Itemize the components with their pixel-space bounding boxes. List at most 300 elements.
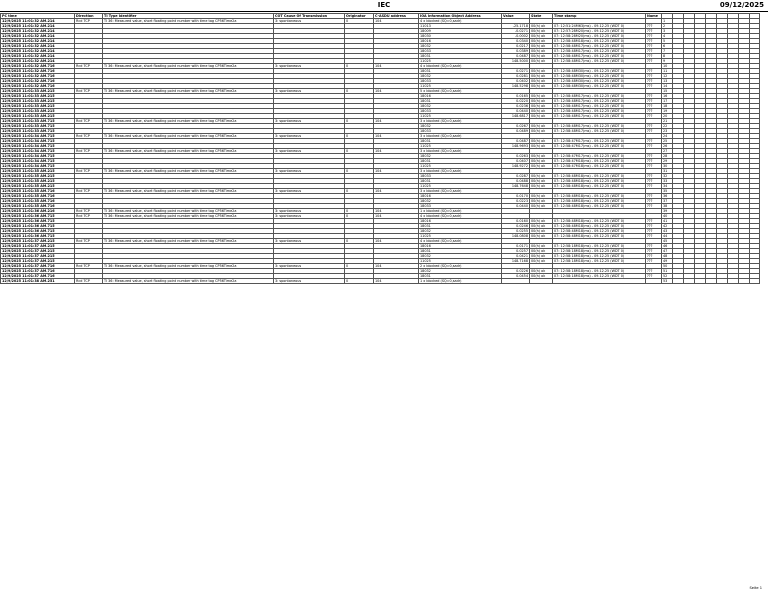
cell-pc-time: 12/9/2025 11:01:35 AM.215	[1, 174, 75, 179]
cell-time-stamp: 07: 12:58:18M18(ms) - 09.12.25 (WDT 0)	[553, 269, 646, 274]
cell-value: 0.0421	[502, 254, 530, 259]
cell-type-identifier: TI 36: Measured value, short floating point number with time tag CP56Time2a	[103, 214, 274, 219]
cell-name: ???	[646, 164, 662, 169]
cell-originator: 0	[345, 169, 374, 174]
cell-pc-time: 12/9/2025 11:01:33 AM.215	[1, 99, 75, 104]
cell-pc-time: 12/9/2025 11:01:33 AM.715	[1, 129, 75, 134]
cell-name: ???	[646, 104, 662, 109]
cell-row-number: 32	[662, 174, 673, 179]
cell-pc-time: 12/9/2025 11:01:36 AM.715	[1, 214, 75, 219]
cell-value: 148.9272	[502, 164, 530, 169]
cell-state: 00(h) ok	[530, 74, 553, 79]
cell-cot: 3: spontaneous	[274, 239, 345, 244]
cell-ioa: 11025	[419, 114, 502, 119]
cell-time-stamp: 07: 12:58:48M17(ms) - 09.12.25 (WDT 0)	[553, 99, 646, 104]
cell-row-number: 22	[662, 124, 673, 129]
cell-time-stamp: 07: 12:58:47M17(ms) - 09.12.25 (WDT 0)	[553, 144, 646, 149]
cell-ioa: 18031	[419, 69, 502, 74]
cell-state: 00(h) ok	[530, 174, 553, 179]
cell-type-identifier: TI 36: Measured value, short floating point number with time tag CP56Time2a	[103, 64, 274, 69]
cell-time-stamp: 07: 12:58:48M18(ms) - 09.12.25 (WDT 0)	[553, 229, 646, 234]
cell-name: ???	[646, 124, 662, 129]
cell-type-identifier: TI 36: Measured value, short floating point number with time tag CP56Time2a	[103, 19, 274, 24]
cell-name: ???	[646, 74, 662, 79]
cell-row-number: 8	[662, 54, 673, 59]
cell-time-stamp: 07: 12:58:48M17(ms) - 09.12.25 (WDT 0)	[553, 54, 646, 59]
cell-pc-time: 12/9/2025 11:01:34 AM.715	[1, 139, 75, 144]
cell-state: 00(h) ok	[530, 224, 553, 229]
cell-pc-time: 12/9/2025 11:01:32 AM.716	[1, 74, 75, 79]
cell-pc-time: 12/9/2025 11:01:33 AM.215	[1, 104, 75, 109]
cell-row-number: 46	[662, 244, 673, 249]
cell-originator: 0	[345, 214, 374, 219]
table-row	[1, 279, 760, 284]
cell-name: ???	[646, 79, 662, 84]
cell-value: 0.0340	[502, 39, 530, 44]
cell-state: 00(h) ok	[530, 39, 553, 44]
cell-time-stamp: 07: 12:58:48M18(ms) - 09.12.25 (WDT 0)	[553, 184, 646, 189]
cell-pc-time: 12/9/2025 11:01:35 AM.716	[1, 199, 75, 204]
cell-row-number: 20	[662, 114, 673, 119]
cell-pc-time: 12/9/2025 11:01:34 AM.715	[1, 159, 75, 164]
cell-direction: Rcd TCP	[75, 189, 103, 194]
cell-pc-time: 12/9/2025 11:01:37 AM.716	[1, 269, 75, 274]
cell-ioa: 18033	[419, 109, 502, 114]
cell-value: 0.0255	[502, 229, 530, 234]
cell-ioa: 18033	[419, 204, 502, 209]
cell-originator: 0	[345, 209, 374, 214]
cell-name	[646, 279, 662, 284]
cell-ioa: 3 x blocked (SQ=0,sadr)	[419, 189, 502, 194]
cell-row-number: 12	[662, 74, 673, 79]
cell-name: ???	[646, 229, 662, 234]
cell-row-number: 13	[662, 79, 673, 84]
cell-value: 148.5000	[502, 59, 530, 64]
cell-asdu-address: 104	[374, 239, 419, 244]
cell-value: 0.0171	[502, 244, 530, 249]
cell-pc-time: 12/9/2025 11:01:37 AM.716	[1, 264, 75, 269]
cell-pc-time: 12/9/2025 11:01:35 AM.215	[1, 179, 75, 184]
table-body	[1, 19, 760, 284]
cell-asdu-address: 104	[374, 209, 419, 214]
cell-ioa: 18031	[419, 274, 502, 279]
cell-pc-time: 12/9/2025 11:01:33 AM.715	[1, 124, 75, 129]
cell-cot: 3: spontaneous	[274, 89, 345, 94]
cell-time-stamp: 07: 12:58:18M18(ms) - 09.12.25 (WDT 0)	[553, 249, 646, 254]
cell-name: ???	[646, 34, 662, 39]
cell-originator: 0	[345, 119, 374, 124]
cell-time-stamp	[553, 279, 646, 284]
cell-row-number: 43	[662, 229, 673, 234]
cell-row-number: 24	[662, 134, 673, 139]
cell-name: ???	[646, 39, 662, 44]
cell-state: 00(h) ok	[530, 124, 553, 129]
cell-ioa: 18031	[419, 159, 502, 164]
cell-asdu-address: 104	[374, 214, 419, 219]
cell-row-number: 27	[662, 149, 673, 154]
cell-direction: Rcd TCP	[75, 149, 103, 154]
cell-time-stamp: 07: 12:58:48M17(ms) - 09.12.25 (WDT 0)	[553, 124, 646, 129]
cell-pc-time: 12/9/2025 11:01:33 AM.215	[1, 94, 75, 99]
cell-value: -25.1718	[502, 24, 530, 29]
cell-pc-time: 12/9/2025 11:01:32 AM.214	[1, 49, 75, 54]
cell-value: -0.0002	[502, 34, 530, 39]
cell-pc-time: 12/9/2025 11:01:36 AM.715	[1, 229, 75, 234]
col-header-name: Name	[646, 14, 662, 19]
cell-asdu-address: 104	[374, 169, 419, 174]
cell-direction: Rcd TCP	[75, 169, 103, 174]
iec-log-table	[0, 13, 760, 284]
cell-ioa: 18032	[419, 229, 502, 234]
cell-name: ???	[646, 99, 662, 104]
cell-value	[502, 279, 530, 284]
cell-ioa: 11025	[419, 59, 502, 64]
cell-name: ???	[646, 29, 662, 34]
cell-direction: Rcd TCP	[75, 89, 103, 94]
cell-pc-time: 12/9/2025 11:01:32 AM.214	[1, 34, 75, 39]
cell-time-stamp: 07: 12:58:47M18(ms) - 09.12.25 (WDT 0)	[553, 159, 646, 164]
cell-pc-time: 12/9/2025 11:01:37 AM.215	[1, 249, 75, 254]
cell-cot: 3: spontaneous	[274, 214, 345, 219]
cell-name: ???	[646, 159, 662, 164]
cell-asdu-address: 104	[374, 149, 419, 154]
cell-cot: 3: spontaneous	[274, 279, 345, 284]
cell-pc-time: 12/9/2025 11:01:38 AM.251	[1, 279, 75, 284]
cell-pc-time: 12/9/2025 11:01:35 AM.215	[1, 169, 75, 174]
cell-row-number: 18	[662, 104, 673, 109]
cell-type-identifier: TI 36: Measured value, short floating point number with time tag CP56Time2a	[103, 279, 274, 284]
cell-pc-time: 12/9/2025 11:01:36 AM.715	[1, 234, 75, 239]
cell-state: 00(h) ok	[530, 59, 553, 64]
col-header-pc-time: PC time	[1, 14, 75, 19]
cell-pc-time: 12/9/2025 11:01:35 AM.215	[1, 184, 75, 189]
cell-row-number: 3	[662, 29, 673, 34]
cell-value: 0.0281	[502, 74, 530, 79]
cell-name: ???	[646, 184, 662, 189]
cell-asdu-address: 104	[374, 134, 419, 139]
cell-type-identifier: TI 36: Measured value, short floating point number with time tag CP56Time2a	[103, 119, 274, 124]
cell-ioa: 18031	[419, 54, 502, 59]
cell-ioa: 18032	[419, 254, 502, 259]
cell-value: 0.0223	[502, 199, 530, 204]
cell-asdu-address: 104	[374, 189, 419, 194]
cell-row-number: 33	[662, 179, 673, 184]
page-number: Seite 1	[749, 586, 762, 590]
cell-cot: 3: spontaneous	[274, 134, 345, 139]
cell-ioa: 18016	[419, 94, 502, 99]
cell-row-number: 34	[662, 184, 673, 189]
cell-time-stamp: 07: 12:58:48M17(ms) - 09.12.25 (WDT 0)	[553, 109, 646, 114]
cell-ioa: 11025	[419, 84, 502, 89]
cell-name: ???	[646, 204, 662, 209]
cell-pc-time: 12/9/2025 11:01:34 AM.715	[1, 149, 75, 154]
cell-pc-time: 12/9/2025 11:01:37 AM.716	[1, 274, 75, 279]
cell-row-number: 19	[662, 109, 673, 114]
col-header-value: Value	[502, 14, 530, 19]
cell-row-number: 17	[662, 99, 673, 104]
col-header-ioa-address: IOA Information Object Address	[419, 14, 502, 19]
cell-asdu-address: 104	[374, 119, 419, 124]
cell-direction: Rcd TCP	[75, 209, 103, 214]
col-header-cause-of-transmission: COT Cause Of Transmission	[274, 14, 345, 19]
cell-pc-time: 12/9/2025 11:01:34 AM.715	[1, 144, 75, 149]
cell-row-number: 21	[662, 119, 673, 124]
cell-row-number: 4	[662, 34, 673, 39]
cell-originator: 0	[345, 264, 374, 269]
cell-time-stamp: 07: 12:58:47M18(ms) - 09.12.25 (WDT 0)	[553, 164, 646, 169]
cell-row-number: 31	[662, 169, 673, 174]
cell-row-number: 9	[662, 59, 673, 64]
cell-row-number: 42	[662, 224, 673, 229]
cell-time-stamp: 07: 12:58:48M17(ms) - 09.12.25 (WDT 0)	[553, 114, 646, 119]
cell-row-number: 6	[662, 44, 673, 49]
cell-asdu-address: 104	[374, 19, 419, 24]
col-header-time-stamp: Time stamp	[553, 14, 646, 19]
cell-value: 0.0226	[502, 269, 530, 274]
cell-originator: 0	[345, 149, 374, 154]
cell-value: -0.0271	[502, 29, 530, 34]
cell-row-number: 38	[662, 204, 673, 209]
cell-value: 0.0220	[502, 99, 530, 104]
cell-name: ???	[646, 139, 662, 144]
cell-row-number: 26	[662, 144, 673, 149]
cell-ioa: 4 x blocked (SQ=0,sadr)	[419, 214, 502, 219]
cell-direction: Rcd TCP	[75, 214, 103, 219]
col-header-originator: Originator	[345, 14, 374, 19]
cell-state: 00(h) ok	[530, 49, 553, 54]
cell-empty	[673, 279, 684, 284]
cell-name: ???	[646, 24, 662, 29]
cell-empty	[750, 279, 760, 284]
cell-asdu-address: 104	[374, 89, 419, 94]
cell-value: 0.0271	[502, 69, 530, 74]
cell-pc-time: 12/9/2025 11:01:32 AM.214	[1, 54, 75, 59]
cell-pc-time: 12/9/2025 11:01:32 AM.214	[1, 59, 75, 64]
cell-value: 0.0454	[502, 274, 530, 279]
cell-value: 0.0257	[502, 249, 530, 254]
cell-name: ???	[646, 269, 662, 274]
cell-name: ???	[646, 114, 662, 119]
cell-pc-time: 12/9/2025 11:01:32 AM.716	[1, 84, 75, 89]
cell-cot: 3: spontaneous	[274, 189, 345, 194]
cell-ioa: 18032	[419, 269, 502, 274]
cell-time-stamp: 07: 12:58:48M30(ms) - 09.12.25 (WDT 0)	[553, 69, 646, 74]
cell-value: 0.0160	[502, 219, 530, 224]
cell-time-stamp: 07: 12:58:48M17(ms) - 09.12.25 (WDT 0)	[553, 44, 646, 49]
cell-ioa: 18031	[419, 249, 502, 254]
cell-ioa: 1 x blocked (SQ=0,sadr)	[419, 279, 502, 284]
cell-pc-time: 12/9/2025 11:01:37 AM.215	[1, 259, 75, 264]
cell-name: ???	[646, 49, 662, 54]
cell-pc-time: 12/9/2025 11:01:34 AM.715	[1, 154, 75, 159]
cell-value: 0.0246	[502, 224, 530, 229]
cell-row-number: 30	[662, 164, 673, 169]
cell-ioa: 18032	[419, 104, 502, 109]
cell-row-number: 50	[662, 264, 673, 269]
cell-direction: Rcd TCP	[75, 264, 103, 269]
cell-name: ???	[646, 94, 662, 99]
cell-value: 0.0170	[502, 194, 530, 199]
cell-name: ???	[646, 54, 662, 59]
cell-row-number: 7	[662, 49, 673, 54]
cell-state: 00(h) ok	[530, 104, 553, 109]
cell-state: 00(h) ok	[530, 244, 553, 249]
cell-row-number: 49	[662, 259, 673, 264]
cell-state: 00(h) ok	[530, 84, 553, 89]
cell-state: 00(h) ok	[530, 199, 553, 204]
cell-name: ???	[646, 129, 662, 134]
cell-row-number: 28	[662, 154, 673, 159]
cell-direction: Rcd TCP	[75, 239, 103, 244]
cell-name: ???	[646, 249, 662, 254]
cell-direction: Rcd TCP	[75, 64, 103, 69]
cell-ioa: 4 x blocked (SQ=0,sadr)	[419, 19, 502, 24]
cell-time-stamp: 07: 12:58:18M18(ms) - 09.12.25 (WDT 0)	[553, 244, 646, 249]
cell-direction: Rcd TCP	[75, 134, 103, 139]
cell-type-identifier: TI 36: Measured value, short floating point number with time tag CP56Time2a	[103, 134, 274, 139]
cell-type-identifier: TI 36: Measured value, short floating point number with time tag CP56Time2a	[103, 89, 274, 94]
cell-empty	[739, 279, 750, 284]
cell-name: ???	[646, 84, 662, 89]
cell-ioa: 18016	[419, 244, 502, 249]
cell-time-stamp: 07: 12:58:48M17(ms) - 09.12.25 (WDT 0)	[553, 49, 646, 54]
cell-time-stamp: 07: 12:58:48M18(ms) - 09.12.25 (WDT 0)	[553, 39, 646, 44]
cell-time-stamp: 07: 12:58:48M17(ms) - 09.12.25 (WDT 0)	[553, 94, 646, 99]
cell-value: 0.0487	[502, 139, 530, 144]
cell-originator: 0	[345, 279, 374, 284]
cell-pc-time: 12/9/2025 11:01:33 AM.215	[1, 114, 75, 119]
cell-direction: Rcd TCP	[75, 279, 103, 284]
cell-time-stamp: 07: 12:58:48M18(ms) - 09.12.25 (WDT 0)	[553, 199, 646, 204]
cell-ioa: 18032	[419, 74, 502, 79]
cell-value: 0.0236	[502, 104, 530, 109]
cell-time-stamp: 07: 12:58:48M17(ms) - 09.12.25 (WDT 0)	[553, 104, 646, 109]
cell-ioa: 18030	[419, 34, 502, 39]
cell-cot: 3: spontaneous	[274, 19, 345, 24]
cell-value: 0.0165	[502, 94, 530, 99]
cell-pc-time: 12/9/2025 11:01:32 AM.716	[1, 79, 75, 84]
cell-originator: 0	[345, 64, 374, 69]
cell-time-stamp: 07: 12:58:48M18(ms) - 09.12.25 (WDT 0)	[553, 234, 646, 239]
cell-ioa: 11025	[419, 259, 502, 264]
cell-state: 00(h) ok	[530, 144, 553, 149]
cell-pc-time: 12/9/2025 11:01:33 AM.215	[1, 89, 75, 94]
cell-pc-time: 12/9/2025 11:01:35 AM.716	[1, 204, 75, 209]
cell-name: ???	[646, 194, 662, 199]
cell-ioa: 18032	[419, 124, 502, 129]
col-header-direction: Direction	[75, 14, 103, 19]
cell-pc-time: 12/9/2025 11:01:37 AM.215	[1, 239, 75, 244]
cell-pc-time: 12/9/2025 11:01:34 AM.715	[1, 164, 75, 169]
cell-originator: 0	[345, 89, 374, 94]
cell-ioa: 3 x blocked (SQ=0,sadr)	[419, 169, 502, 174]
cell-value: 0.0287	[502, 174, 530, 179]
cell-time-stamp: 07: 12:58:48M18(ms) - 09.12.25 (WDT 0)	[553, 224, 646, 229]
cell-pc-time: 12/9/2025 11:01:36 AM.715	[1, 219, 75, 224]
cell-originator: 0	[345, 239, 374, 244]
cell-value: 148.6817	[502, 114, 530, 119]
cell-value: 0.0488	[502, 179, 530, 184]
cell-value: 0.0402	[502, 79, 530, 84]
cell-row-number: 25	[662, 139, 673, 144]
cell-time-stamp: 07: 12:58:48M18(ms) - 09.12.25 (WDT 0)	[553, 194, 646, 199]
col-header-state: State	[530, 14, 553, 19]
cell-state: 00(h) ok	[530, 229, 553, 234]
cell-name: ???	[646, 254, 662, 259]
cell-type-identifier: TI 36: Measured value, short floating point number with time tag CP56Time2a	[103, 169, 274, 174]
cell-ioa: 18032	[419, 44, 502, 49]
cell-value: 0.0267	[502, 124, 530, 129]
cell-value: 0.0487	[502, 54, 530, 59]
cell-pc-time: 12/9/2025 11:01:32 AM.214	[1, 24, 75, 29]
cell-name: ???	[646, 274, 662, 279]
cell-state: 00(h) ok	[530, 114, 553, 119]
cell-state: 00(h) ok	[530, 139, 553, 144]
cell-pc-time: 12/9/2025 11:01:37 AM.215	[1, 244, 75, 249]
cell-state: 00(h) ok	[530, 259, 553, 264]
cell-row-number: 10	[662, 64, 673, 69]
cell-ioa: 18033	[419, 49, 502, 54]
cell-cot: 3: spontaneous	[274, 64, 345, 69]
cell-name: ???	[646, 109, 662, 114]
cell-type-identifier: TI 36: Measured value, short floating point number with time tag CP56Time2a	[103, 209, 274, 214]
cell-pc-time: 12/9/2025 11:01:35 AM.716	[1, 194, 75, 199]
cell-state: 00(h) ok	[530, 219, 553, 224]
cell-state: 00(h) ok	[530, 94, 553, 99]
cell-row-number: 29	[662, 159, 673, 164]
cell-type-identifier: TI 36: Measured value, short floating point number with time tag CP56Time2a	[103, 149, 274, 154]
cell-time-stamp: 07: 12:58:48M30(ms) - 09.12.25 (WDT 0)	[553, 79, 646, 84]
cell-ioa: 4 x blocked (SQ=0,sadr)	[419, 239, 502, 244]
cell-name: ???	[646, 179, 662, 184]
cell-ioa: 11025	[419, 164, 502, 169]
cell-row-number: 1	[662, 19, 673, 24]
cell-ioa: 18009	[419, 29, 502, 34]
cell-state: 00(h) ok	[530, 34, 553, 39]
cell-time-stamp: 07: 12:58:47M17(ms) - 09.12.25 (WDT 0)	[553, 139, 646, 144]
cell-ioa: 18016	[419, 39, 502, 44]
cell-state: 00(h) ok	[530, 179, 553, 184]
cell-name: ???	[646, 259, 662, 264]
cell-row-number: 23	[662, 129, 673, 134]
cell-type-identifier: TI 36: Measured value, short floating point number with time tag CP56Time2a	[103, 189, 274, 194]
cell-row-number: 39	[662, 209, 673, 214]
cell-pc-time: 12/9/2025 11:01:32 AM.214	[1, 19, 75, 24]
cell-state: 00(h) ok	[530, 44, 553, 49]
cell-ioa: 18033	[419, 79, 502, 84]
col-header-asdu-address: C-ASDU address	[374, 14, 419, 19]
cell-value: 148.7168	[502, 259, 530, 264]
cell-pc-time: 12/9/2025 11:01:32 AM.716	[1, 64, 75, 69]
cell-name: ???	[646, 59, 662, 64]
cell-row-number: 51	[662, 269, 673, 274]
cell-value: 0.0489	[502, 129, 530, 134]
cell-value: 0.0389	[502, 49, 530, 54]
cell-state	[530, 279, 553, 284]
cell-ioa: 18033	[419, 174, 502, 179]
cell-ioa: 3 x blocked (SQ=0,sadr)	[419, 119, 502, 124]
cell-value: 0.0440	[502, 109, 530, 114]
cell-value: 0.0217	[502, 44, 530, 49]
cell-cot: 3: spontaneous	[274, 119, 345, 124]
cell-originator: 0	[345, 134, 374, 139]
cell-empty	[728, 279, 739, 284]
cell-row-number: 44	[662, 234, 673, 239]
cell-ioa: 11025	[419, 144, 502, 149]
cell-pc-time: 12/9/2025 11:01:34 AM.715	[1, 134, 75, 139]
cell-empty	[695, 279, 706, 284]
cell-time-stamp: 07: 12:58:48M30(ms) - 09.12.25 (WDT 0)	[553, 84, 646, 89]
